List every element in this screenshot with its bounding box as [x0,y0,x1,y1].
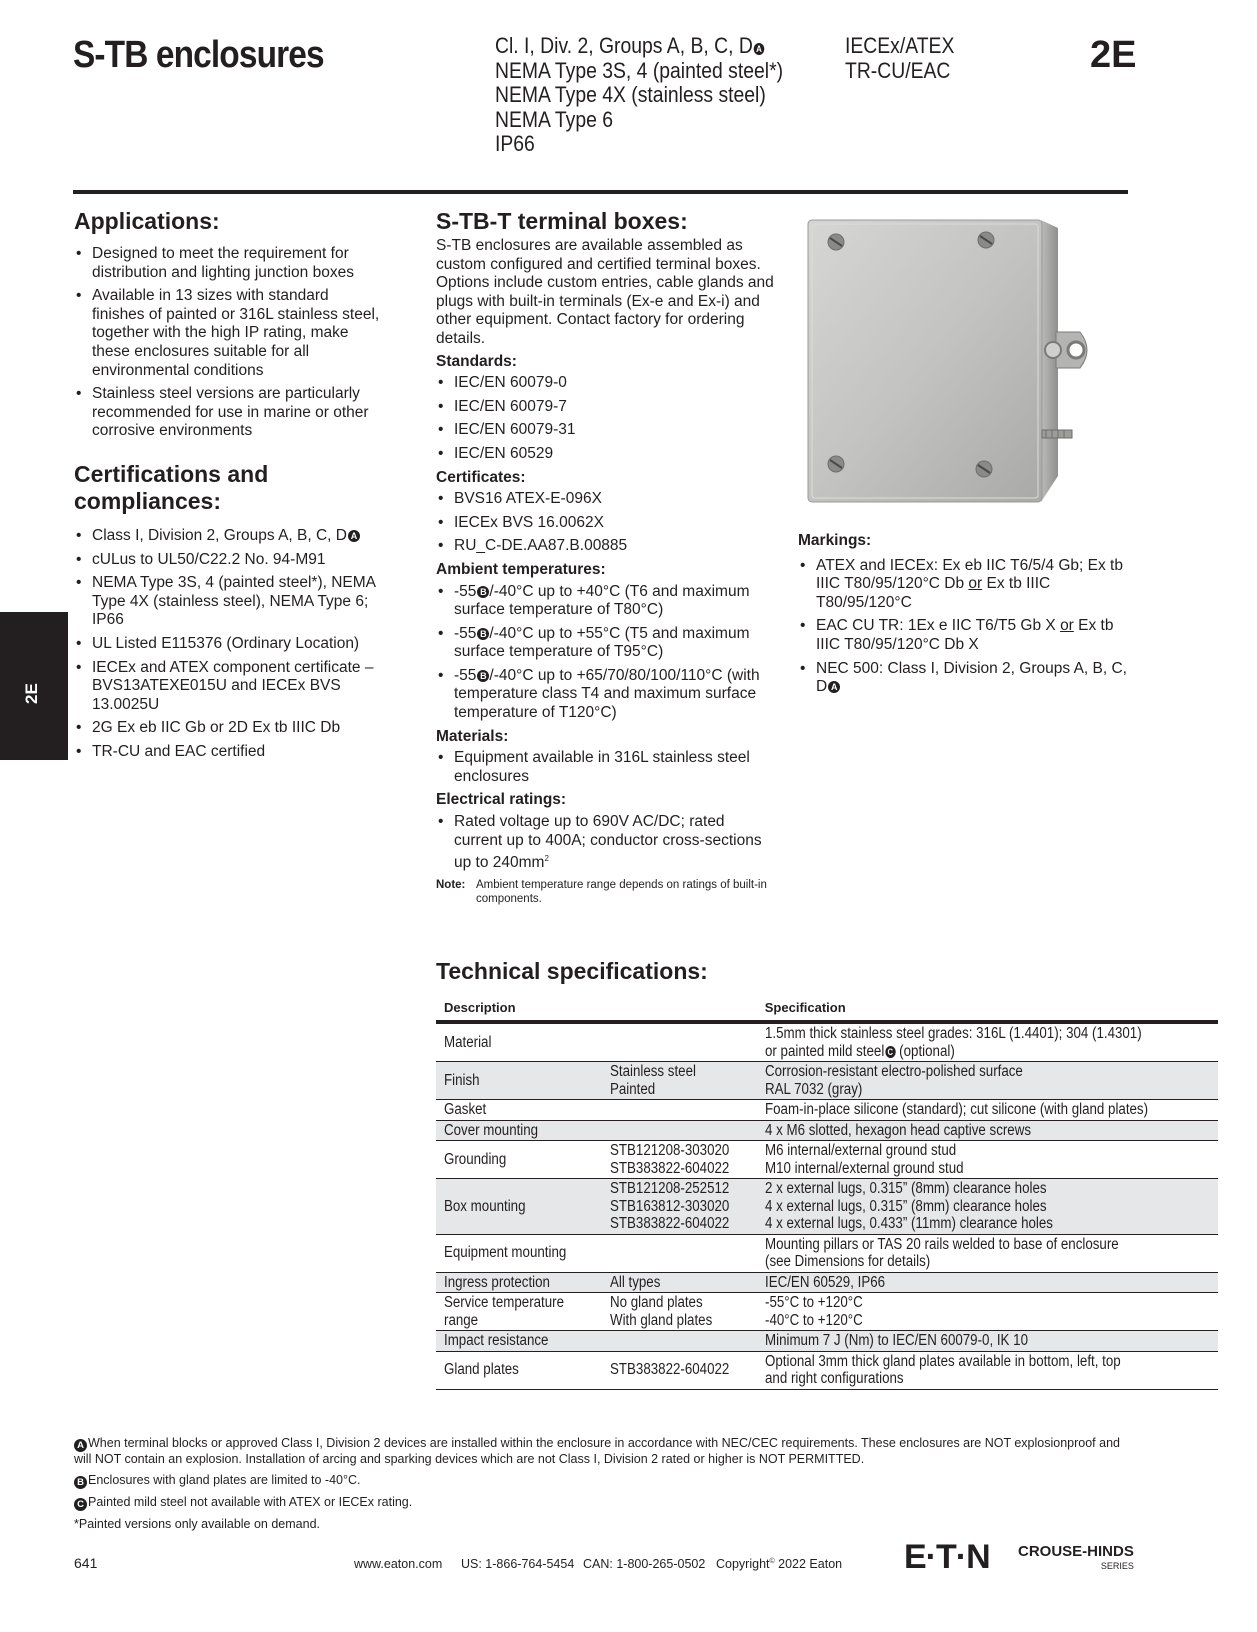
footnote-a: A When terminal blocks or approved Class I, Division 2 devices are installed within the enclosure in accordance with NEC/CEC requirements. These enclosures are NOT explosionproof and will NOT contain an explosion. Installation of arcing and sparking devices which are not Class I, Division 2 rated or higher is NOT PERMITTED. [74,1436,1120,1466]
middle-column [436,208,776,906]
materials-heading: Materials: [436,727,509,745]
footnote-a-badge: A [348,530,360,542]
list-item: • NEMA Type 3S, 4 (painted steel*), NEMA Type 4X (stainless steel), NEMA Type 6; IP66 [74,574,384,630]
hazardous-ratings [495,34,783,157]
list-item: • IEC/EN 60079-7 [436,398,776,417]
crouse-hinds-logo: CROUSE-HINDS SERIES [1018,1543,1134,1571]
list-item: • IECEx and ATEX component certificate – BVS13ATEXE015U and IECEx BVS 13.0025U [74,659,384,715]
materials-list [436,749,776,786]
footnote-a-badge: A [74,1439,87,1452]
table-row: Box mounting STB121208-252512 STB163812-303020 STB383822-604022 2 x external lugs, 0.315” (8mm) clearance holes 4 x external lugs, 0.315” (8mm) clearance holes 4 x external lugs, 0.433” (11mm) clearance holes [436,1179,1218,1235]
footnote-a-badge: A [754,43,765,55]
enclosure-photo [806,214,1124,510]
footnote-a-badge: A [828,681,840,693]
terminal-boxes-intro: S-TB enclosures are available assembled as custom configured and certified terminal boxes. Options include custom entries, cable glands and plugs with built-in terminals (Ex-e and Ex-i) and other equipment. Contact factory for ordering details. [436,237,774,347]
list-item: • IEC/EN 60529 [436,445,776,464]
footnotes [74,1436,1134,1538]
list-item: • IECEx BVS 16.0062X [436,514,776,533]
ambient-heading: Ambient temperatures: [436,560,606,578]
markings-list [798,557,1138,697]
table-row: Grounding STB121208-303020 STB383822-604022 M6 internal/external ground stud M10 internal/external ground stud [436,1141,1218,1179]
list-item: • Designed to meet the requirement for distribution and lighting junction boxes [74,245,384,282]
footer-phone-us: US: 1-866-764-5454 [461,1557,575,1571]
note-text: Ambient temperature range depends on ratings of built-in components. [476,878,767,905]
applications-heading: Applications: [74,208,220,234]
ambient-list [436,583,776,723]
table-row: Service temperature range No gland plates With gland plates -55°C to +120°C -40°C to +120°C [436,1293,1218,1331]
certificates-list [436,490,776,556]
rating-line: NEMA Type 4X (stainless steel) [495,82,766,107]
section-code: 2E [1090,34,1137,76]
list-item: • Rated voltage up to 690V AC/DC; rated current up to 400A; conductor cross-sections up to $240mm^2$ [436,813,776,873]
markings-column [798,528,1138,702]
note-label: Note: [436,878,466,891]
cert-line: TR-CU/EAC [845,57,951,83]
electrical-list [436,813,776,873]
eaton-logo: E·T·N [904,1538,990,1576]
left-column [74,208,384,766]
footnote-c-badge: C [885,1046,895,1058]
certifications-heading: Certifications and compliances: [74,460,269,514]
list-item: • Stainless steel versions are particularly recommended for use in marine or other corrosive environments [74,385,384,441]
table-row: Gland plates STB383822-604022 Optional 3mm thick gland plates available in bottom, left, top and right configurations [436,1351,1218,1389]
terminal-boxes-heading: S-TB-T terminal boxes: [436,208,688,234]
rating-line: IP66 [495,131,535,156]
standards-heading: Standards: [436,352,517,370]
footnote-b-badge: B [477,670,489,682]
table-row: Equipment mounting Mounting pillars or TAS 20 rails welded to base of enclosure (see Dimensions for details) [436,1234,1218,1272]
table-row: Impact resistance Minimum 7 J (Nm) to IEC/EN 60079-0, IK 10 [436,1331,1218,1352]
footnote-star: *Painted versions only available on demand. [74,1517,320,1531]
footnote-b-badge: B [477,586,489,598]
footnote-b-badge: B [477,628,489,640]
rating-line: NEMA Type 6 [495,106,614,132]
list-item: • Class I, Division 2, Groups A, B, C, D A [74,527,384,546]
rating-line: NEMA Type 3S, 4 (painted steel*) [495,57,784,83]
list-item: • RU_C-DE.AA87.B.00885 [436,537,776,556]
list-item: • UL Listed E115376 (Ordinary Location) [74,635,384,654]
list-item: • -55 B /-40°C up to +65/70/80/100/110°C (with temperature class T4 and maximum surface temperature of T120°C) [436,667,776,723]
standards-list [436,374,776,463]
table-row: Material 1.5mm thick stainless steel grades: 316L (1.4401); 304 (1.4301) or painted mild steel C (optional) [436,1022,1218,1062]
applications-list [74,245,384,441]
certifications-list [74,527,384,762]
footer-website: www.eaton.com [354,1557,443,1571]
list-item: • 2G Ex eb IIC Gb or 2D Ex tb IIIC Db [74,719,384,738]
footnote-c: C Painted mild steel not available with ATEX or IECEx rating. [74,1495,1134,1511]
cert-list [845,34,954,83]
column-header-specification: Specification [757,998,1218,1022]
list-item: • IEC/EN 60079-31 [436,421,776,440]
table-row: Gasket Foam-in-place silicone (standard); cut silicone (with gland plates) [436,1100,1218,1121]
page-title: S-TB enclosures [73,34,324,76]
list-item: • Available in 13 sizes with standard finishes of painted or 316L stainless steel, together with the high IP rating, make these enclosures suitable for all environmental conditions [74,287,384,380]
rating-line: Cl. I, Div. 2, Groups A, B, C, D [495,33,753,58]
section-tab [0,612,68,760]
list-item: • cULus to UL50/C22.2 No. 94-M91 [74,551,384,570]
tech-specs-table [436,998,1218,1390]
tech-specs-heading: Technical specifications: [436,958,708,984]
header-rule [73,190,1128,194]
table-row: Finish Stainless steel Painted Corrosion-resistant electro-polished surface RAL 7032 (gray) [436,1062,1218,1100]
list-item: • BVS16 ATEX-E-096X [436,490,776,509]
list-item: • -55 B /-40°C up to +40°C (T6 and maximum surface temperature of T80°C) [436,583,776,620]
list-item: • ATEX and IECEx: Ex eb IIC T6/5/4 Gb; Ex tb IIIC T80/95/120°C Db or Ex tb IIIC T80/95/120°C [798,557,1138,613]
list-item: • -55 B /-40°C up to +55°C (T5 and maximum surface temperature of T95°C) [436,625,776,662]
cert-line: IECEx/ATEX [845,33,955,58]
table-header-row [436,998,1218,1022]
page-number: 641 [74,1555,98,1571]
markings-heading: Markings: [798,532,872,549]
footer-phone-can: CAN: 1-800-265-0502 [583,1557,706,1571]
list-item: • NEC 500: Class I, Division 2, Groups A, B, C, D A [798,660,1138,697]
list-item: • IEC/EN 60079-0 [436,374,776,393]
list-item: • Equipment available in 316L stainless steel enclosures [436,749,776,786]
table-row: Ingress protection All types IEC/EN 60529, IP66 [436,1272,1218,1293]
list-item: • EAC CU TR: 1Ex e IIC T6/T5 Gb X or Ex tb IIIC T80/95/120°C Db X [798,617,1138,654]
list-item: • TR-CU and EAC certified [74,743,384,762]
footer-copyright: Copyright© 2022 Eaton [716,1557,843,1571]
column-header-description: Description [436,998,602,1022]
section-tab-label: 2E [22,683,41,704]
footnote-b-badge: B [74,1476,87,1489]
footnote-b: B Enclosures with gland plates are limited to -40°C. [74,1473,1134,1489]
footnote-c-badge: C [74,1498,87,1511]
table-row: Cover mounting 4 x M6 slotted, hexagon head captive screws [436,1120,1218,1141]
certificates-heading: Certificates: [436,468,526,486]
ambient-note [436,878,776,906]
electrical-heading: Electrical ratings: [436,791,567,809]
